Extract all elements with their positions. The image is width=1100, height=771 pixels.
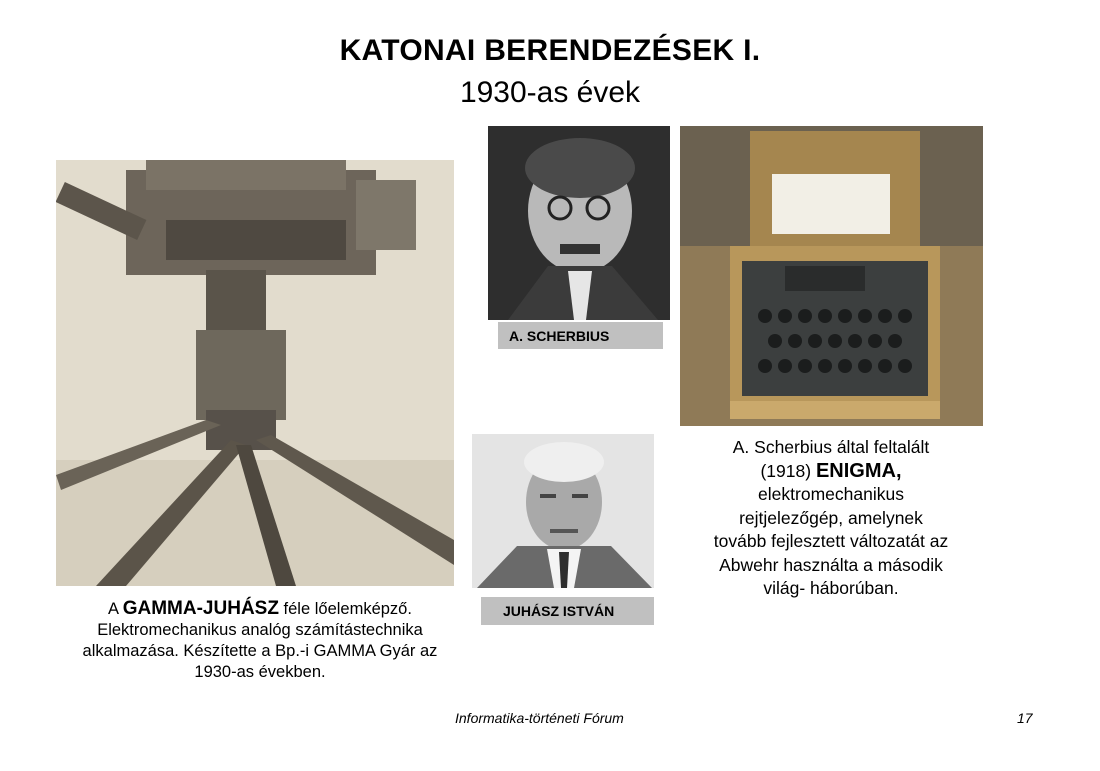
- enigma-caption: [676, 436, 986, 601]
- enigma-name: ENIGMA,: [815, 459, 902, 482]
- juhasz-label: JUHÁSZ ISTVÁN: [481, 597, 654, 625]
- gamma-juhasz-photo: [56, 160, 454, 586]
- gamma-caption-line-4: 1930-as években.: [194, 663, 326, 681]
- enigma-caption-line-4: rejtjelezőgép, amelynek: [739, 507, 923, 528]
- enigma-caption-line-2: (1918) ENIGMA,: [760, 459, 902, 482]
- footer-source: Informatika-történeti Fórum: [455, 710, 624, 726]
- enigma-caption-line-6: Abwehr használta a második: [719, 554, 943, 575]
- gamma-caption-line-2: Elektromechanikus analóg számítástechnika: [97, 621, 423, 639]
- scherbius-label: A. SCHERBIUS: [498, 322, 663, 349]
- slide-title: KATONAI BERENDEZÉSEK I.: [339, 34, 761, 67]
- enigma-caption-line-5: tovább fejlesztett változatát az: [713, 531, 949, 551]
- gamma-caption-line-3: alkalmazása. Készítette a Bp.-i GAMMA Gyár az: [82, 642, 438, 660]
- gamma-juhasz-name: GAMMA-JUHÁSZ: [122, 598, 279, 619]
- gamma-juhasz-caption: [40, 598, 480, 683]
- enigma-caption-line-1: A. Scherbius által feltalált: [732, 437, 930, 457]
- enigma-caption-line-3: elektromechanikus: [758, 484, 904, 504]
- enigma-machine-photo: [680, 126, 983, 426]
- page-number: 17: [1017, 710, 1033, 726]
- juhasz-portrait: [472, 434, 654, 588]
- scherbius-portrait: [488, 126, 670, 320]
- slide-subtitle: 1930-as évek: [459, 76, 641, 109]
- gamma-caption-line-1: A GAMMA-JUHÁSZ féle lőelemképző.: [108, 598, 412, 619]
- enigma-caption-line-7: világ- háborúban.: [763, 578, 899, 598]
